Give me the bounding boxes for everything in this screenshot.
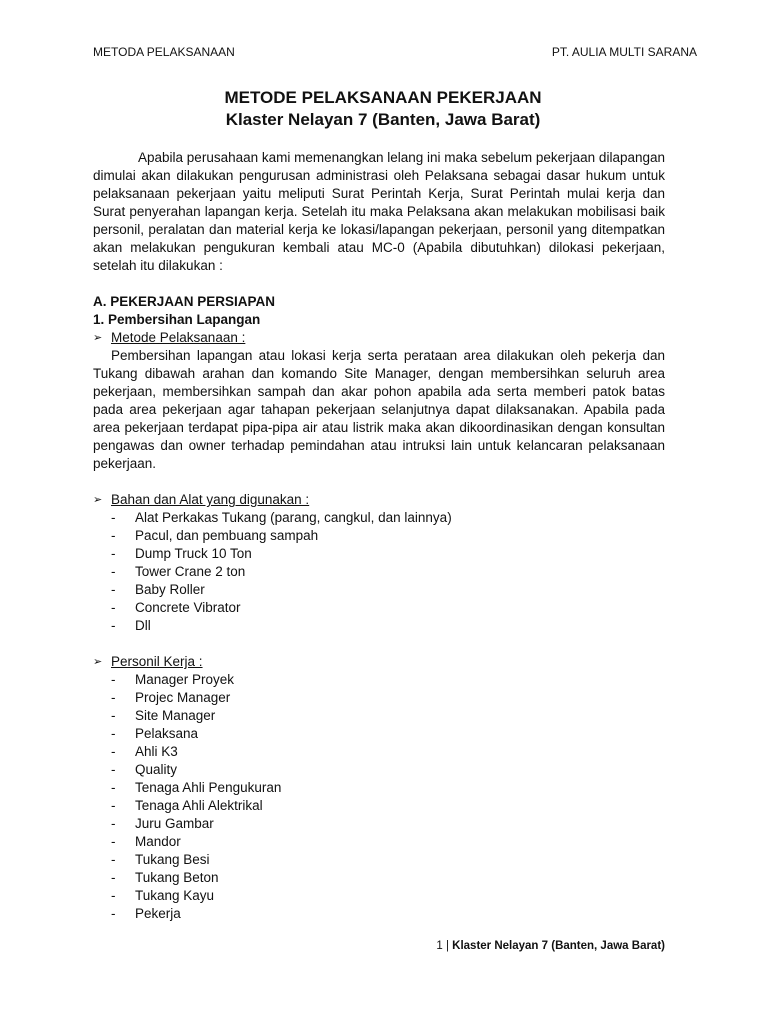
page-header [93, 44, 697, 62]
list-item: - Dump Truck 10 Ton [111, 546, 252, 561]
list-item: - Tukang Beton [111, 870, 219, 885]
list-item: - Quality [111, 762, 178, 777]
list-item: - Juru Gambar [111, 816, 214, 831]
list-item: - Pekerja [111, 906, 181, 921]
footer-title: Klaster Nelayan 7 (Banten, Jawa Barat) [452, 940, 665, 952]
list-item: - Baby Roller [111, 582, 205, 597]
list-item: - Tower Crane 2 ton [111, 564, 246, 579]
arrow-bullet-icon: ➢ [93, 494, 103, 506]
document-body [93, 149, 665, 923]
list-item: - Pelaksana [111, 726, 199, 741]
section-a-title: A. PEKERJAAN PERSIAPAN [93, 294, 276, 309]
bahan-label: Bahan dan Alat yang digunakan : [111, 492, 310, 507]
personil-label: Personil Kerja : [111, 654, 203, 669]
list-item: - Tukang Besi [111, 852, 210, 867]
title-line-1: METODE PELAKSANAAN PEKERJAAN [224, 88, 542, 107]
personil-list [93, 671, 665, 923]
list-item: - Dll [111, 618, 151, 633]
list-item: - Pacul, dan pembuang sampah [111, 528, 319, 543]
bahan-heading [93, 491, 665, 509]
metode-heading [93, 329, 665, 347]
personil-heading [93, 653, 665, 671]
title-line-2: Klaster Nelayan 7 (Banten, Jawa Barat) [225, 110, 541, 129]
header-left-text: METODA PELAKSANAAN [93, 45, 235, 59]
page-footer [436, 938, 665, 954]
list-item: - Tenaga Ahli Alektrikal [111, 798, 263, 813]
section-a-subtitle: 1. Pembersihan Lapangan [93, 312, 261, 327]
page-number: 1 [436, 940, 443, 952]
list-item: - Ahli K3 [111, 744, 178, 759]
bahan-list [93, 509, 665, 635]
arrow-bullet-icon: ➢ [93, 332, 103, 344]
arrow-bullet-icon: ➢ [93, 656, 103, 668]
list-item: - Concrete Vibrator [111, 600, 241, 615]
intro-paragraph: Apabila perusahaan kami memenangkan lelang ini maka sebelum pekerjaan dilapangan dimulai akan dilakukan pengurusan administrasi oleh Pelaksana sebagai dasar hukum untuk pelaksanaan pekerjaan yaitu meliputi Surat Perintah Kerja, Surat Perintah mulai kerja dan Surat penyerahan lapangan kerja. Setelah itu maka Pelaksana akan melakukan mobilisasi baik personil, peralatan dan material kerja ke lokasi/lapangan pekerjaan, personil yang ditempatkan akan melakukan pengukuran kembali atau MC-0 (Apabila dibutuhkan) dilokasi pekerjaan, setelah itu dilakukan : [93, 150, 665, 273]
list-item: - Alat Perkakas Tukang (parang, cangkul, dan lainnya) [111, 510, 452, 525]
list-item: - Manager Proyek [111, 672, 235, 687]
document-title [0, 87, 768, 131]
list-item: - Projec Manager [111, 690, 231, 705]
metode-paragraph: Pembersihan lapangan atau lokasi kerja serta perataan area dilakukan oleh pekerja dan Tukang dibawah arahan dan komando Site Manager, dengan membersihkan seluruh area pekerjaan, membersihkan sampah dan akar pohon apabila ada serta memberi patok batas pada area pekerjaan agar tahapan pekerjaan selanjutnya dapat dilaksanakan. Apabila pada area pekerjaan terdapat pipa-pipa air atau listrik maka akan dikoordinasikan dengan konsultan pengawas dan owner terhadap pemindahan atau intruksi lain untuk kelancaran pelaksanaan pekerjaan. [93, 348, 665, 471]
list-item: - Tukang Kayu [111, 888, 215, 903]
list-item: - Tenaga Ahli Pengukuran [111, 780, 282, 795]
metode-label: Metode Pelaksanaan : [111, 330, 246, 345]
header-right-text: PT. AULIA MULTI SARANA [551, 45, 697, 59]
footer-separator: | [442, 940, 453, 952]
list-item: - Mandor [111, 834, 181, 849]
list-item: - Site Manager [111, 708, 216, 723]
